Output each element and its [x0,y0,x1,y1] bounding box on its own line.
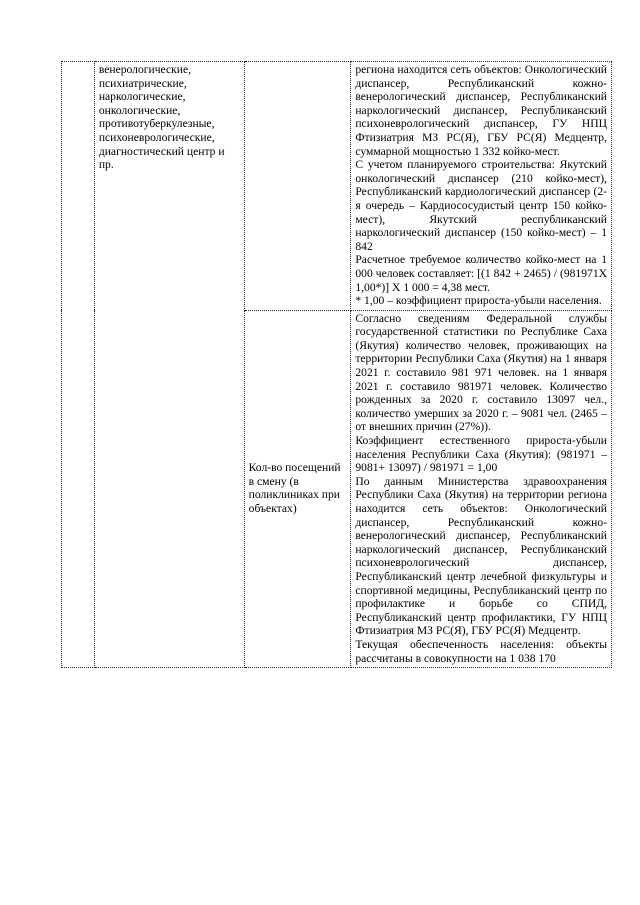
justification-paragraph: С учетом планируемого строительства: Якутский онкологический диспансер (210 койко-мест), Республиканский кардиологический диспансер (2-я очередь – Кардиососудистый центр 150 койко-мест), Якутский республиканский наркологический диспансер (150 койко-мест) – 1 842 [355,158,607,253]
indicator-cell-1 [244,62,351,311]
justification-paragraph: Текущая обеспеченность населения: объекты рассчитаны в совокупности на 1 038 170 [355,637,607,665]
object-type-text: венерологические, психиатрические, наркологические, онкологические, противотуберкулезные, психоневрологические, диагностический центр и пр. [98,63,225,172]
justification-paragraph: По данным Министерства здравоохранения Республики Саха (Якутия) на территории региона находится сеть объектов: Онкологический диспансер, Республиканский кожно-венерологический диспансер, Республиканский наркологический диспансер, Республиканский психоневрологический диспансер, Республиканский центр лечебной физкультуры и спортивной медицины, Республиканский центр по профилактике и борьбе со СПИД, Республиканский центр профилактики, ГУ НПЦ Фтизиатрия МЗ РС(Я), ГБУ РС(Я) Медцентр. [355,474,607,638]
object-type-cell [94,62,244,668]
indicator-cell-2 [244,310,351,667]
justification-paragraph: региона находится сеть объектов: Онкологический диспансер, Республиканский кожно-венерологический диспансер, Республиканский наркологический диспансер, Республиканский психоневрологический диспансер, ГУ НПЦ Фтизиатрия МЗ РС(Я), ГБУ РС(Я) Медцентр, суммарной мощностью 1 332 койко-мест. [355,63,607,158]
justification-paragraph: Расчетное требуемое количество койко-мест на 1 000 человек составляет: [(1 842 + 2465) / (981971Х 1,00*)] Х 1 000 = 4,38 мест. [355,253,607,294]
justification-cell-1 [351,62,612,311]
number-cell [62,62,95,668]
footnote-paragraph: * 1,00 – коэффициент прироста-убыли населения. [355,294,602,308]
table-row [62,62,612,311]
indicator-text: Кол-во посещений в смену (в поликлиниках при объектах) [248,461,341,515]
justification-paragraph: Согласно сведениям Федеральной службы государственной статистики по Республике Саха (Якутия) количество человек, проживающих на территории Республики Саха (Якутия) на 1 января 2021 г. составило 981 971 человек. на 1 января 2021 г. составило 981971 человек. Количество рожденных за 2020 г. составило 13097 чел., количество умерших за 2020 г. – 9081 чел. (2465 – от внешних причин (27%)). [355,311,607,434]
justification-paragraph: Коэффициент естественного прироста-убыли населения Республики Саха (Якутия): (981971 – 9081+ 13097) / 981971 = 1,00 [355,434,607,475]
justification-cell-2 [351,310,612,667]
standards-table [61,61,612,668]
